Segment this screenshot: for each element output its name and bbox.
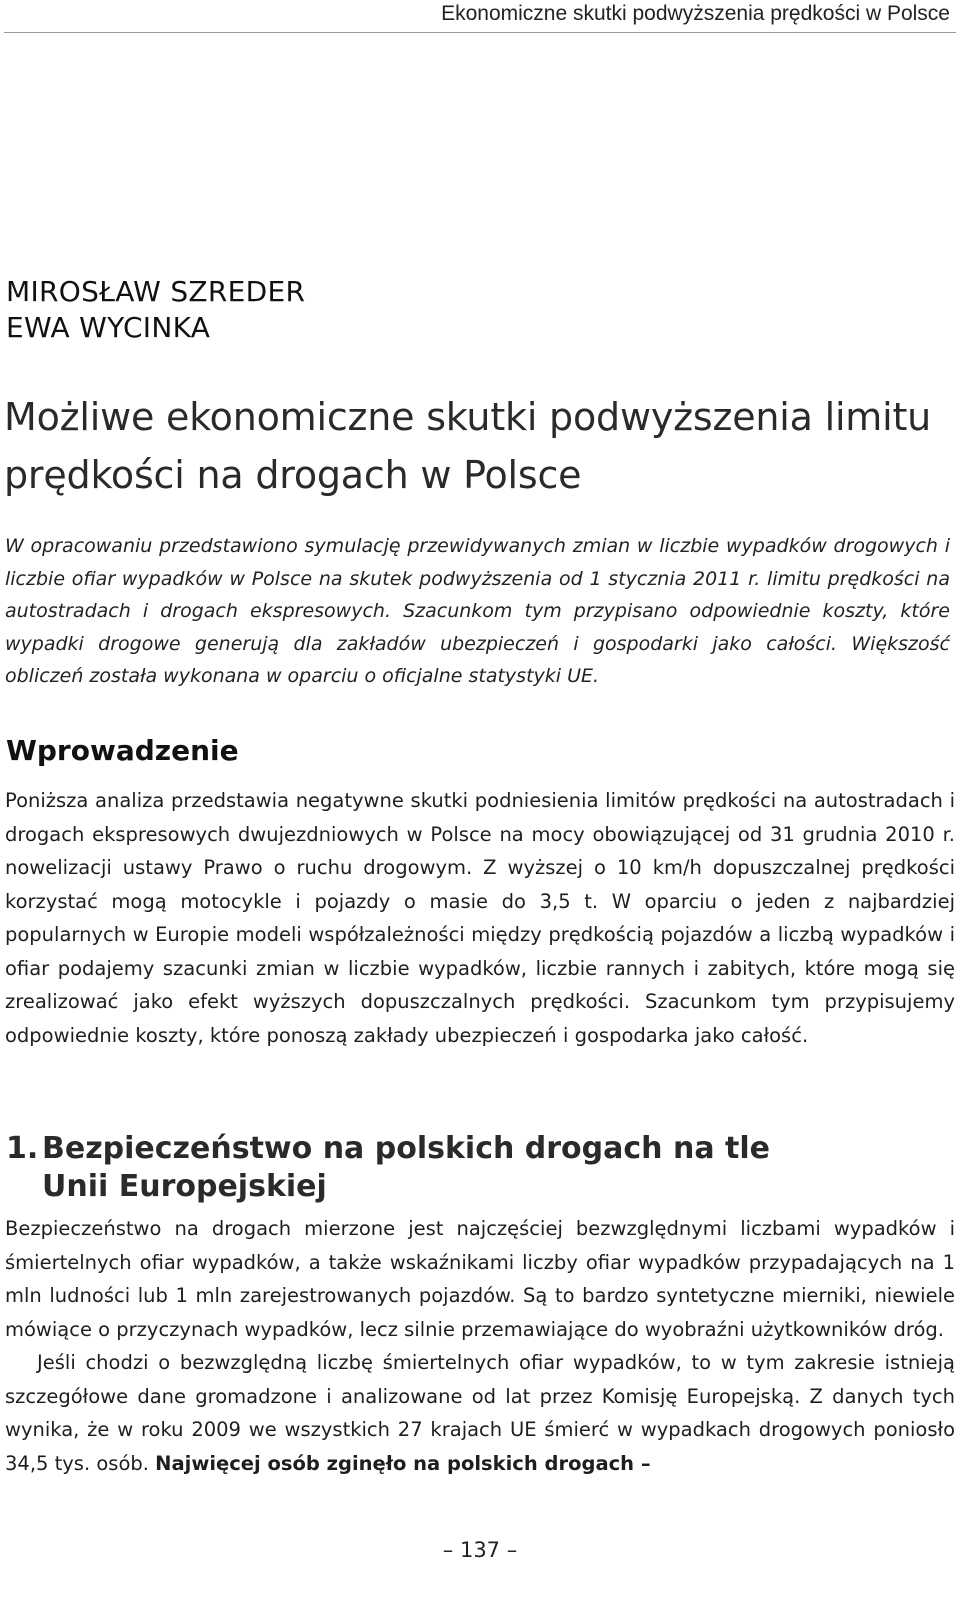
header-rule	[4, 32, 956, 33]
intro-paragraph: Poniższa analiza przedstawia negatywne skutki podniesienia limitów prędkości na autostradach i drogach ekspresowych dwujezdniowych w Polsce na mocy obowiązującej od 31 grudnia 2010 r. nowelizacji ustawy Prawo o ruchu drogowym. Z wyższej o 10 km/h dopuszczalnej prędkości korzystać mogą motocykle i pojazdy o masie do 3,5 t. W oparciu o jeden z najbardziej popularnych w Europie modeli współzależności między prędkością pojazdów a liczbą wypadków i ofiar podajemy szacunki zmian w liczbie wypadków, liczbie rannych i zabitych, które mogą się zrealizować jako efekt wyższych dopuszczalnych prędkości. Szacunkom tym przypisujemy odpowiednie koszty, które ponoszą zakłady ubezpieczeń i gospodarka jako całość.	[5, 789, 955, 1047]
intro-heading: Wprowadzenie	[6, 734, 239, 767]
running-head: Ekonomiczne skutki podwyższenia prędkości w Polsce	[441, 2, 950, 25]
section-heading-line2: Unii Europejskiej	[42, 1169, 327, 1204]
section-paragraph-2-emphasis: Najwięcej osób zginęło na polskich drogach –	[155, 1451, 651, 1475]
author-name: MIROSŁAW SZREDER	[6, 275, 306, 308]
page-number: – 137 –	[442, 1538, 518, 1562]
section-heading	[6, 1130, 770, 1206]
article-title: Możliwe ekonomiczne skutki podwyższenia limitu prędkości na drogach w Polsce	[4, 395, 932, 497]
abstract: W opracowaniu przedstawiono symulację przewidywanych zmian w liczbie wypadków drogowych i liczbie ofiar wypadków w Polsce na skutek podwyższenia od 1 stycznia 2011 r. limitu prędkości na autostradach i drogach ekspresowych. Szacunkom tym przypisano odpowiednie koszty, które wypadki drogowe generują dla zakładów ubezpieczeń i gospodarki jako całości. Większość obliczeń została wykonana w oparciu o oficjalne statystyki UE.	[5, 535, 950, 687]
section-body	[5, 1212, 955, 1480]
section-number: 1.	[6, 1131, 39, 1166]
section-paragraph-2-text: Jeśli chodzi o bezwzględną liczbę śmiertelnych ofiar wypadków, to w tym zakresie istnieją szczegółowe dane gromadzone i analizowane od lat przez Komisję Europejską. Z danych tych wynika, że w roku 2009 we wszystkich 27 krajach UE śmierć w wypadkach drogowych poniosło 34,5 tys. osób.	[5, 1351, 955, 1475]
author-list	[6, 274, 305, 346]
author-name: EWA WYCINKA	[6, 311, 211, 344]
section-paragraph-1: Bezpieczeństwo na drogach mierzone jest najczęściej bezwzględnymi liczbami wypadków i śmiertelnych ofiar wypadków, a także wskaźnikami liczby ofiar wypadków przypadających na 1 mln ludności lub 1 mln zarejestrowanych pojazdów. Są to bardzo syntetyczne mierniki, niewiele mówiące o przyczynach wypadków, lecz silnie przemawiające do wyobraźni użytkowników dróg.	[5, 1217, 955, 1341]
section-heading-line1: Bezpieczeństwo na polskich drogach na tle	[42, 1131, 770, 1166]
section-paragraph-2	[5, 1346, 955, 1480]
